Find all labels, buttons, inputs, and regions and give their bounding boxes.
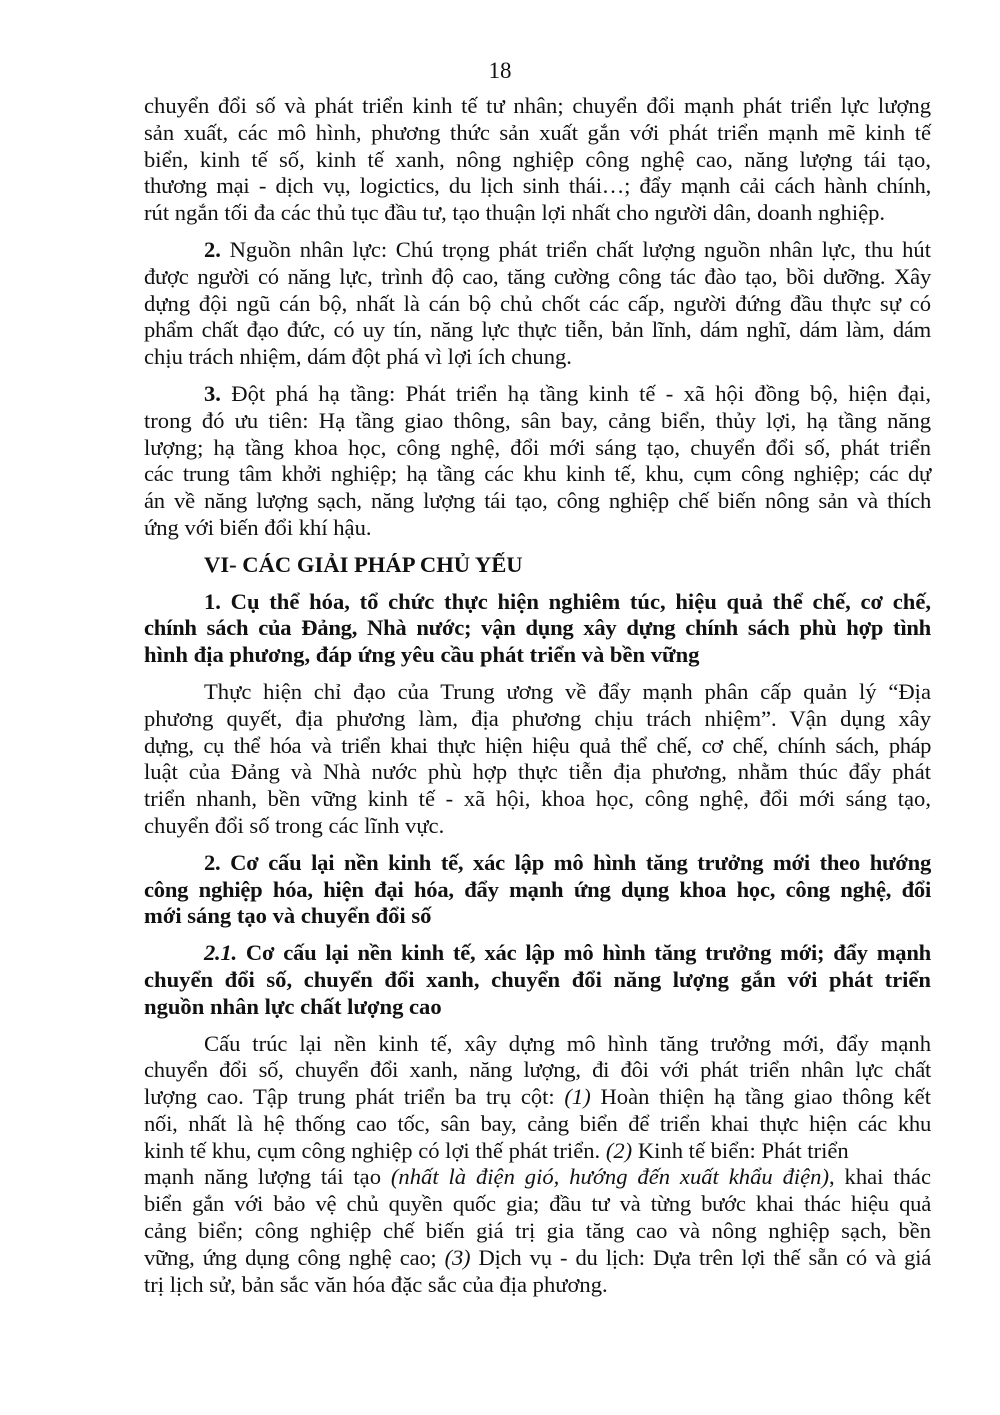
text-line: trong đó ưu tiên: Hạ tầng giao thông, sân bay, cảng biển, thủy lợi, hạ tầng năng <box>144 407 931 433</box>
text-line: chuyển đổi số, chuyển đổi xanh, năng lượng, đi đôi với phát triển nhân lực chất <box>144 1057 931 1083</box>
item-number: 2. <box>204 236 221 262</box>
text-line: phẩm chất đạo đức, có uy tín, năng lực thực tiễn, bản lĩnh, dám nghĩ, dám làm, dám <box>144 317 931 343</box>
item-number: 3. <box>204 380 221 406</box>
heading-line: chính sách của Đảng, Nhà nước; vận dụng xây dựng chính sách phù hợp tình <box>144 615 931 641</box>
text-line: vững, ứng dụng công nghệ cao; (3) Dịch vụ - du lịch: Dựa trên lợi thế sẵn có và giá <box>144 1244 931 1270</box>
text-line: triển nhanh, bền vững kinh tế - xã hội, khoa học, công nghệ, đổi mới sáng tạo, <box>144 786 931 812</box>
pillar-marker: (2) <box>605 1137 633 1163</box>
text-line: mạnh năng lượng tái tạo (nhất là điện gió, hướng đến xuất khẩu điện), khai thác <box>144 1164 931 1190</box>
italic-note: (nhất là điện gió, hướng đến xuất khẩu điện) <box>390 1164 829 1190</box>
text-line: chuyển đổi số và phát triển kinh tế tư nhân; chuyển đổi mạnh phát triển lực lượng <box>144 93 931 118</box>
paragraph-infrastructure <box>144 381 931 542</box>
heading-line: công nghiệp hóa, hiện đại hóa, đẩy mạnh ứng dụng khoa học, công nghệ, đổi <box>144 876 931 902</box>
heading-line: mới sáng tạo và chuyển đổi số <box>144 903 432 929</box>
text-line: lượng cao. Tập trung phát triển ba trụ cột: (1) Hoàn thiện hạ tầng giao thông kết <box>144 1084 931 1110</box>
text-line: kinh tế khu, cụm công nghiệp có lợi thế phát triển. (2) Kinh tế biển: Phát triển <box>144 1137 849 1163</box>
text-line: ứng với biến đổi khí hậu. <box>144 514 372 540</box>
text-line: rút ngắn tối đa các thủ tục đầu tư, tạo thuận lợi nhất cho người dân, doanh nghiệp. <box>144 200 886 226</box>
heading-line: hình địa phương, đáp ứng yêu cầu phát triển và bền vững <box>144 642 700 668</box>
text-line: thương mại - dịch vụ, logictics, du lịch sinh thái…; đẩy mạnh cải cách hành chính, <box>144 173 931 199</box>
text-line: cảng biển; công nghiệp chế biến giá trị gia tăng cao và nông nghiệp sạch, bền <box>144 1218 931 1244</box>
subheading-2 <box>144 850 931 930</box>
pillar-marker: (3) <box>444 1244 471 1270</box>
text-line: dựng, cụ thể hóa và triển khai thực hiện hiệu quả thể chế, cơ chế, chính sách, pháp <box>144 732 931 758</box>
text-line: trị lịch sử, bản sắc văn hóa đặc sắc của địa phương. <box>144 1271 608 1297</box>
heading-line: VI- CÁC GIẢI PHÁP CHỦ YẾU <box>204 551 523 577</box>
text-line: phương quyết, địa phương làm, địa phương chịu trách nhiệm”. Vận dụng xây <box>144 705 931 731</box>
text-line: án về năng lượng sạch, năng lượng tái tạo, công nghiệp chế biến nông sản và thích <box>144 488 931 514</box>
paragraph-continuation <box>144 93 931 227</box>
subheading-1 <box>144 589 931 669</box>
heading-line: 2.1. Cơ cấu lại nền kinh tế, xác lập mô hình tăng trưởng mới; đẩy mạnh <box>204 940 931 966</box>
text-line: sản xuất, các mô hình, phương thức sản xuất gắn với phát triển mạnh mẽ kinh tế <box>144 119 931 145</box>
document-page <box>144 93 931 1298</box>
section-heading <box>144 552 931 579</box>
paragraph-human-resources <box>144 237 931 371</box>
heading-line: 1. Cụ thể hóa, tổ chức thực hiện nghiêm túc, hiệu quả thể chế, cơ chế, <box>204 588 931 614</box>
paragraph-implementation <box>144 679 931 840</box>
text-line: chịu trách nhiệm, dám đột phá vì lợi ích chung. <box>144 344 572 370</box>
heading-line: 2. Cơ cấu lại nền kinh tế, xác lập mô hình tăng trưởng mới theo hướng <box>204 849 931 875</box>
text-line: biển gắn với bảo vệ chủ quyền quốc gia; đầu tư và từng bước khai thác hiệu quả <box>144 1191 931 1217</box>
text-line: 2. Nguồn nhân lực: Chú trọng phát triển chất lượng nguồn nhân lực, thu hút <box>204 236 931 262</box>
text-line: chuyển đổi số trong các lĩnh vực. <box>144 812 445 838</box>
text-line: nối, nhất là hệ thống cao tốc, sân bay, cảng biển để triển khai thực hiện các khu <box>144 1110 931 1136</box>
subheading-2-1 <box>144 940 931 1020</box>
text-line: được người có năng lực, trình độ cao, tăng cường công tác đào tạo, bồi dưỡng. Xây <box>144 263 931 289</box>
paragraph-restructuring <box>144 1031 931 1299</box>
text-line: 3. Đột phá hạ tầng: Phát triển hạ tầng kinh tế - xã hội đồng bộ, hiện đại, <box>204 380 931 406</box>
text-line: lượng; hạ tầng khoa học, công nghệ, đổi mới sáng tạo, chuyển đổi số, phát triển <box>144 434 931 460</box>
heading-line: chuyển đổi số, chuyển đổi xanh, chuyển đổi năng lượng gắn với phát triển <box>144 966 931 992</box>
text-line: luật của Đảng và Nhà nước phù hợp thực tiễn địa phương, nhằm thúc đẩy phát <box>144 759 931 785</box>
text-line: dựng đội ngũ cán bộ, nhất là cán bộ chủ chốt các cấp, người đứng đầu thực sự có <box>144 290 931 316</box>
text-line: Thực hiện chỉ đạo của Trung ương về đẩy mạnh phân cấp quản lý “Địa <box>204 678 931 704</box>
pillar-marker: (1) <box>564 1084 591 1110</box>
page-number: 18 <box>488 58 512 83</box>
text-line: Cấu trúc lại nền kinh tế, xây dựng mô hình tăng trưởng mới, đẩy mạnh <box>204 1030 931 1056</box>
heading-line: nguồn nhân lực chất lượng cao <box>144 993 442 1019</box>
text-line: các trung tâm khởi nghiệp; hạ tầng các khu kinh tế, khu, cụm công nghiệp; các dự <box>144 461 931 487</box>
text-line: biển, kinh tế số, kinh tế xanh, nông nghiệp công nghệ cao, năng lượng tái tạo, <box>144 146 931 172</box>
item-number: 2.1. <box>204 940 237 966</box>
